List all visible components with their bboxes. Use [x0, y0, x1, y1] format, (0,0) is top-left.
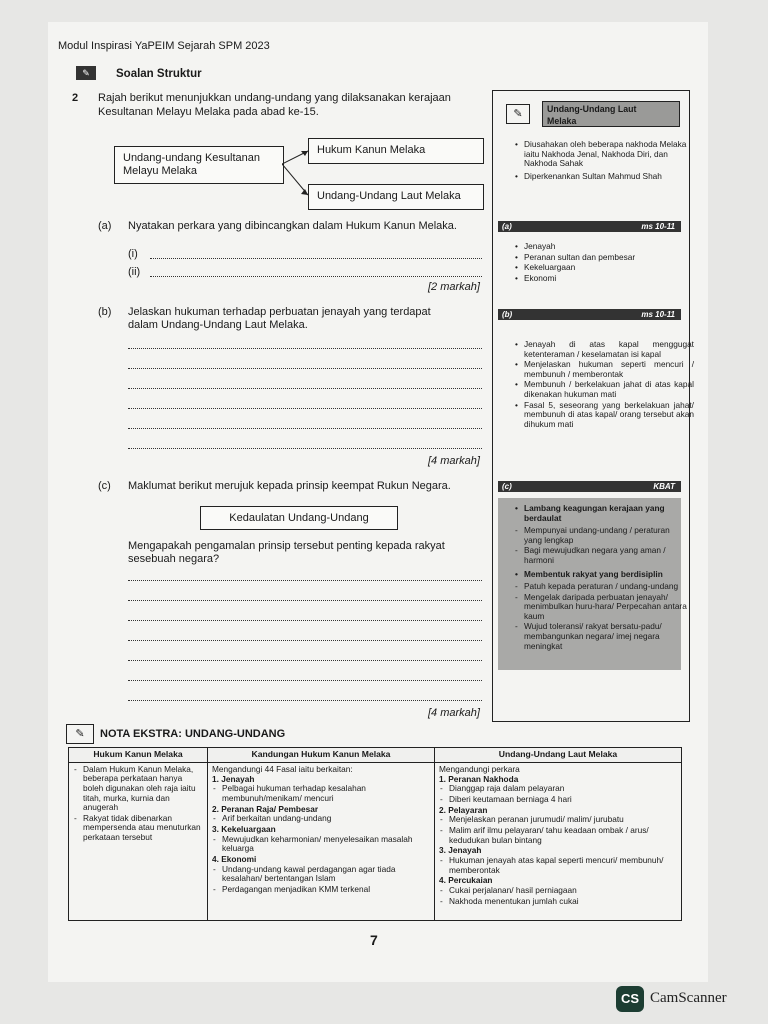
- answer-c-item: - Wujud toleransi/ rakyat bersatu-padu/ membangunkan negara/ imej negara meningkat: [524, 622, 688, 651]
- nota-col3-item: - Diberi keutamaan berniaga 4 hari: [449, 795, 677, 805]
- answer-tag-b: (b): [502, 310, 513, 319]
- section-title: Soalan Struktur: [116, 68, 202, 80]
- diagram-branch-undang-laut: [308, 184, 484, 210]
- info-item: • Diperkenankan Sultan Mahmud Shah: [524, 172, 692, 182]
- answer-c-item: - Patuh kepada peraturan / undang-undang: [524, 582, 688, 592]
- answer-line-c-5[interactable]: [128, 660, 482, 661]
- answer-line-c-7[interactable]: [128, 700, 482, 701]
- answer-list-a: [512, 242, 692, 284]
- answer-b-item: • Menjelaskan hukuman seperti mencuri / membunuh / memberontak: [524, 360, 694, 379]
- answer-a-item: • Kekeluargaan: [524, 263, 692, 273]
- answer-a-item: • Peranan sultan dan pembesar: [524, 253, 692, 263]
- diagram-root-label: Undang-undang Kesultanan Melayu Melaka: [123, 152, 261, 177]
- nota-col2-item: - Perdagangan menjadikan KMM terkenal: [222, 885, 430, 895]
- info-list: [512, 140, 692, 182]
- answer-b-item: • Fasal 5, seseorang yang berkelakuan jahat/ membunuh di atas kapal/ orang tersebut akan dihukum mati: [524, 401, 694, 430]
- part-c-question: Maklumat berikut merujuk kepada prinsip keempat Rukun Negara.: [128, 480, 451, 492]
- answer-line-b-6[interactable]: [128, 448, 482, 449]
- diagram-branch1-label: Hukum Kanun Melaka: [317, 144, 426, 156]
- nota-col3-item: - Menjelaskan peranan jurumudi/ malim/ jurubatu: [449, 815, 677, 825]
- nota-col1-item: - Dalam Hukum Kanun Melaka, beberapa perkataan hanya boleh digunakan oleh raja iaitu titah, murka, kurnia dan anugerah: [83, 765, 203, 813]
- answer-c-head2: • Membentuk rakyat yang berdisiplin: [524, 570, 688, 580]
- answer-bar-c: [498, 481, 681, 492]
- part-a-label: (a): [98, 220, 112, 232]
- page-number: 7: [370, 932, 378, 948]
- book-note-icon: ✎: [506, 104, 530, 124]
- info-title-line1: Undang-Undang Laut: [547, 104, 637, 114]
- answer-b-item: • Membunuh / berkelakuan jahat di atas kapal dikenakan hukuman mati: [524, 380, 694, 399]
- answer-line-c-1[interactable]: [128, 580, 482, 581]
- nota-col2-item: - Pelbagai hukuman terhadap kesalahan membunuh/menikam/ mencuri: [222, 784, 430, 803]
- part-a-ii-label: (ii): [128, 266, 141, 278]
- nota-title: NOTA EKSTRA: UNDANG-UNDANG: [100, 728, 286, 740]
- part-c-q-line1: Mengapakah pengamalan prinsip tersebut penting kepada rakyat: [128, 540, 445, 552]
- answer-line-b-2[interactable]: [128, 368, 482, 369]
- nota-col1-item: - Rakyat tidak dibenarkan mempersenda atau menuturkan perkataan tersebut: [83, 814, 203, 843]
- answer-ref-a: ms 10-11: [641, 222, 675, 231]
- answer-line-a-i[interactable]: [150, 258, 482, 259]
- nota-header: Undang-Undang Laut Melaka: [435, 748, 682, 763]
- answer-line-b-3[interactable]: [128, 388, 482, 389]
- info-item: • Diusahakan oleh beberapa nakhoda Melaka iaitu Nakhoda Jenal, Nakhoda Diri, dan Nakhoda Sahak: [524, 140, 692, 169]
- nota-col2-item: - Undang-undang kawal perdagangan agar tiada kesalahan/ bertentangan Islam: [222, 865, 430, 884]
- nota-col3-heading: 2. Pelayaran: [439, 804, 488, 815]
- nota-col-undang-laut: [435, 762, 682, 920]
- nota-col3-heading: 4. Percukaian: [439, 875, 493, 886]
- nota-col3-item: - Nakhoda menentukan jumlah cukai: [449, 897, 677, 907]
- answer-bar-a: [498, 221, 681, 232]
- nota-col2-heading: 2. Peranan Raja/ Pembesar: [212, 803, 319, 814]
- part-b-question-line2: dalam Undang-Undang Laut Melaka.: [128, 319, 308, 331]
- answer-line-b-1[interactable]: [128, 348, 482, 349]
- nota-col-kandungan: [208, 762, 435, 920]
- nota-col3-heading: 1. Peranan Nakhoda: [439, 773, 519, 784]
- nota-col3-item: - Hukuman jenayah atas kapal seperti mencuri/ membunuh/ memberontak: [449, 856, 677, 875]
- nota-col3-intro: Mengandungi perkara: [439, 763, 520, 774]
- question-number: 2: [72, 92, 79, 104]
- nota-col2-heading: 1. Jenayah: [212, 773, 255, 784]
- diagram-branch2-label: Undang-Undang Laut Melaka: [317, 190, 461, 202]
- part-c-marks: [4 markah]: [428, 707, 480, 719]
- writing-icon: ✎: [76, 66, 96, 80]
- principle-box: [200, 506, 398, 530]
- answer-line-c-4[interactable]: [128, 640, 482, 641]
- camscanner-brand: CamScanner: [650, 990, 727, 1006]
- principle-label: Kedaulatan Undang-Undang: [229, 512, 369, 524]
- part-b-marks: [4 markah]: [428, 455, 480, 467]
- module-header: Modul Inspirasi YaPEIM Sejarah SPM 2023: [58, 40, 270, 52]
- answer-c-item: - Bagi mewujudkan negara yang aman / harmoni: [524, 546, 688, 565]
- diagram-root-box: [114, 146, 284, 184]
- part-a-marks: [2 markah]: [428, 281, 480, 293]
- answer-a-item: • Jenayah: [524, 242, 692, 252]
- part-c-q-line2: sesebuah negara?: [128, 553, 220, 565]
- nota-header-row: [69, 748, 682, 763]
- answer-c-item: - Mengelak daripada perbuatan jenayah/ menimbulkan huru-hara/ Perpecahan antara kaum: [524, 593, 688, 622]
- answer-c-list1: [512, 526, 688, 566]
- answer-line-b-5[interactable]: [128, 428, 482, 429]
- answer-list-b: [512, 340, 694, 430]
- nota-header: Hukum Kanun Melaka: [69, 748, 208, 763]
- answer-line-b-4[interactable]: [128, 408, 482, 409]
- nota-col3-heading: 3. Jenayah: [439, 845, 482, 856]
- answer-c-head1: • Lambang keagungan kerajaan yang berdaulat: [524, 504, 688, 523]
- answer-c-group2: [512, 570, 688, 581]
- info-title-bar: [542, 101, 680, 127]
- info-title-line2: Melaka: [547, 116, 577, 126]
- answer-line-c-6[interactable]: [128, 680, 482, 681]
- answer-c-list2: [512, 582, 688, 652]
- nota-col2-heading: 3. Kekeluargaan: [212, 823, 276, 834]
- answer-c-item: - Mempunyai undang-undang / peraturan yang lengkap: [524, 526, 688, 545]
- nota-col3-item: - Malim arif ilmu pelayaran/ tahu keadaan ombak / arus/ kedudukan bulan bintang: [449, 826, 677, 845]
- answer-ref-c: KBAT: [653, 482, 675, 491]
- answer-ref-b: ms 10-11: [641, 310, 675, 319]
- part-a-question: Nyatakan perkara yang dibincangkan dalam Hukum Kanun Melaka.: [128, 220, 457, 232]
- nota-col-hukum-kanun: [69, 762, 208, 920]
- answer-line-c-3[interactable]: [128, 620, 482, 621]
- nota-col3-item: - Cukai perjalanan/ hasil perniagaan: [449, 886, 677, 896]
- part-c-label: (c): [98, 480, 111, 492]
- answer-tag-a: (a): [502, 222, 512, 231]
- book-note-icon: ✎: [66, 724, 94, 744]
- answer-bar-b: [498, 309, 681, 320]
- nota-col2-heading: 4. Ekonomi: [212, 853, 257, 864]
- question-stem-line1: Rajah berikut menunjukkan undang-undang yang dilaksanakan kerajaan: [98, 92, 451, 104]
- nota-table: [68, 747, 682, 921]
- nota-header: Kandungan Hukum Kanun Melaka: [208, 748, 435, 763]
- nota-col2-intro: Mengandungi 44 Fasal iaitu berkaitan:: [212, 763, 353, 774]
- answer-c-shaded-area: [498, 498, 687, 670]
- answer-c-group1: [512, 504, 688, 524]
- answer-line-a-ii[interactable]: [150, 276, 482, 277]
- nota-col2-item: - Mewujudkan keharmonian/ menyelesaikan masalah keluarga: [222, 835, 430, 854]
- nota-col3-item: - Dianggap raja dalam pelayaran: [449, 784, 677, 794]
- part-b-label: (b): [98, 306, 112, 318]
- camscanner-logo: CS: [616, 986, 644, 1012]
- answer-tag-c: (c): [502, 482, 512, 491]
- question-stem-line2: Kesultanan Melayu Melaka pada abad ke-15.: [98, 106, 319, 118]
- nota-col2-item: - Arif berkaitan undang-undang: [222, 814, 430, 824]
- nota-body-row: [69, 762, 682, 920]
- part-b-question-line1: Jelaskan hukuman terhadap perbuatan jenayah yang terdapat: [128, 306, 431, 318]
- answer-b-item: • Jenayah di atas kapal menggugat ketenteraman / keselamatan isi kapal: [524, 340, 694, 359]
- diagram-branch-hukum-kanun: [308, 138, 484, 164]
- answer-line-c-2[interactable]: [128, 600, 482, 601]
- part-a-i-label: (i): [128, 248, 138, 260]
- answer-a-item: • Ekonomi: [524, 274, 692, 284]
